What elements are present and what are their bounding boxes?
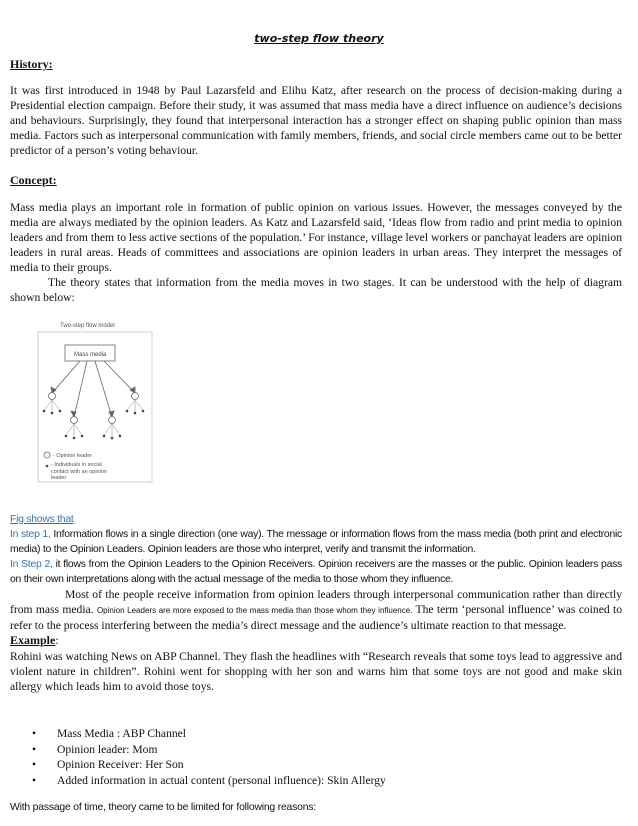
example-paragraph: Rohini was watching News on ABP Channel. They flash the headlines with “Research reveals that some toys lead to aggressive and violent nature in children”. Rohini went for shopping with her son and warns him that some toys are not good and make skin allergy which leads him to avoid those toys. xyxy=(10,650,622,693)
step2-paragraph xyxy=(10,557,622,587)
diagram-title: Two-step flow model xyxy=(60,323,115,329)
page-title: two-step flow theory xyxy=(254,32,384,45)
opinion-leader-node xyxy=(49,393,56,400)
step1-label: In step 1, xyxy=(10,529,51,540)
step2-label: In Step 2, xyxy=(10,559,53,570)
history-paragraph: It was first introduced in 1948 by Paul Lazarsfeld and Elihu Katz, after research on the process of decision-making during a Presidential election campaign. Before their study, it was assumed that mass media have a direct influence on audience’s decisions and behaviours. Surprisingly, they found that interpersonal interaction has a stronger effect on shaping public opinion than mass media. Factors such as interpersonal communication with family members, friends, and social circle members came out to be better predictor of a person’s voting behaviour. xyxy=(10,84,622,157)
legend-leader-label: - Opinion leader xyxy=(53,453,93,459)
example-bullet-list xyxy=(32,726,386,788)
legend-individuals-label: - Individuals in social contact with an opinion leader xyxy=(51,462,107,481)
list-item: • Added information in actual content (personal influence): Skin Allergy xyxy=(32,773,386,789)
most-people-text-a: Most of the people receive information from opinion leaders through interpersonal communication rather than directly from mass media. xyxy=(10,588,622,616)
legend-individual-symbol xyxy=(46,465,49,468)
example-heading-colon: : xyxy=(55,633,59,647)
mass-media-label: Mass media xyxy=(74,352,107,358)
list-item: • Opinion leader: Mom xyxy=(32,742,386,758)
opinion-leader-node xyxy=(132,393,139,400)
example-heading-row xyxy=(10,633,59,648)
example-heading: Example xyxy=(10,633,56,647)
footer-text: With passage of time, theory came to be limited for following reasons: xyxy=(10,802,316,813)
concept-paragraph: Mass media plays an important role in formation of public opinion on various issues. However, the messages conveyed by the media are always mediated by the opinion leaders. As Katz and Lazarsfeld said, ‘Ideas flow from radio and print media to opinion leaders and from them to less active sections of the population.’ For instance, village level workers or panchayat leaders are opinion leaders in rural areas. Heads of committees and associations are opinion leaders in urban areas. They interpret the messages of media to their groups. xyxy=(10,201,622,274)
opinion-leader-node xyxy=(109,417,116,424)
fig-shows-label: Fig shows that xyxy=(10,514,74,525)
history-heading: History: xyxy=(10,57,53,71)
list-item: • Opinion Receiver: Her Son xyxy=(32,757,386,773)
concept-paragraph-2: The theory states that information from the media moves in two stages. It can be understood with the help of diagram shown below: xyxy=(10,276,622,304)
step1-paragraph xyxy=(10,527,622,557)
step2-text: it flows from the Opinion Leaders to the Opinion Receivers. Opinion receivers are the masses or the public. Opinion leaders pass on their own interpretations along with the actual message of the media to those whom they influence. xyxy=(10,559,622,585)
two-step-flow-diagram xyxy=(22,316,172,496)
list-item: • Mass Media : ABP Channel xyxy=(32,726,386,742)
most-people-paragraph xyxy=(10,587,622,633)
step1-text: Information flows in a single direction (one way). The message or information flows from the mass media (both print and electronic media) to the Opinion Leaders. Opinion leaders are those who interpret, verify and transmit the information. xyxy=(10,529,622,555)
opinion-leader-node xyxy=(71,417,78,424)
most-people-text-b: The term ‘personal influence’ was coined to refer to the process interfering between the media’s direct message and the audience’s ultimate reaction to that message. xyxy=(10,603,622,632)
concept-heading: Concept: xyxy=(10,173,57,187)
legend-leader-symbol xyxy=(44,452,50,458)
most-people-small-text: Opinion Leaders are more exposed to the mass media than those whom they influence. xyxy=(96,606,413,615)
